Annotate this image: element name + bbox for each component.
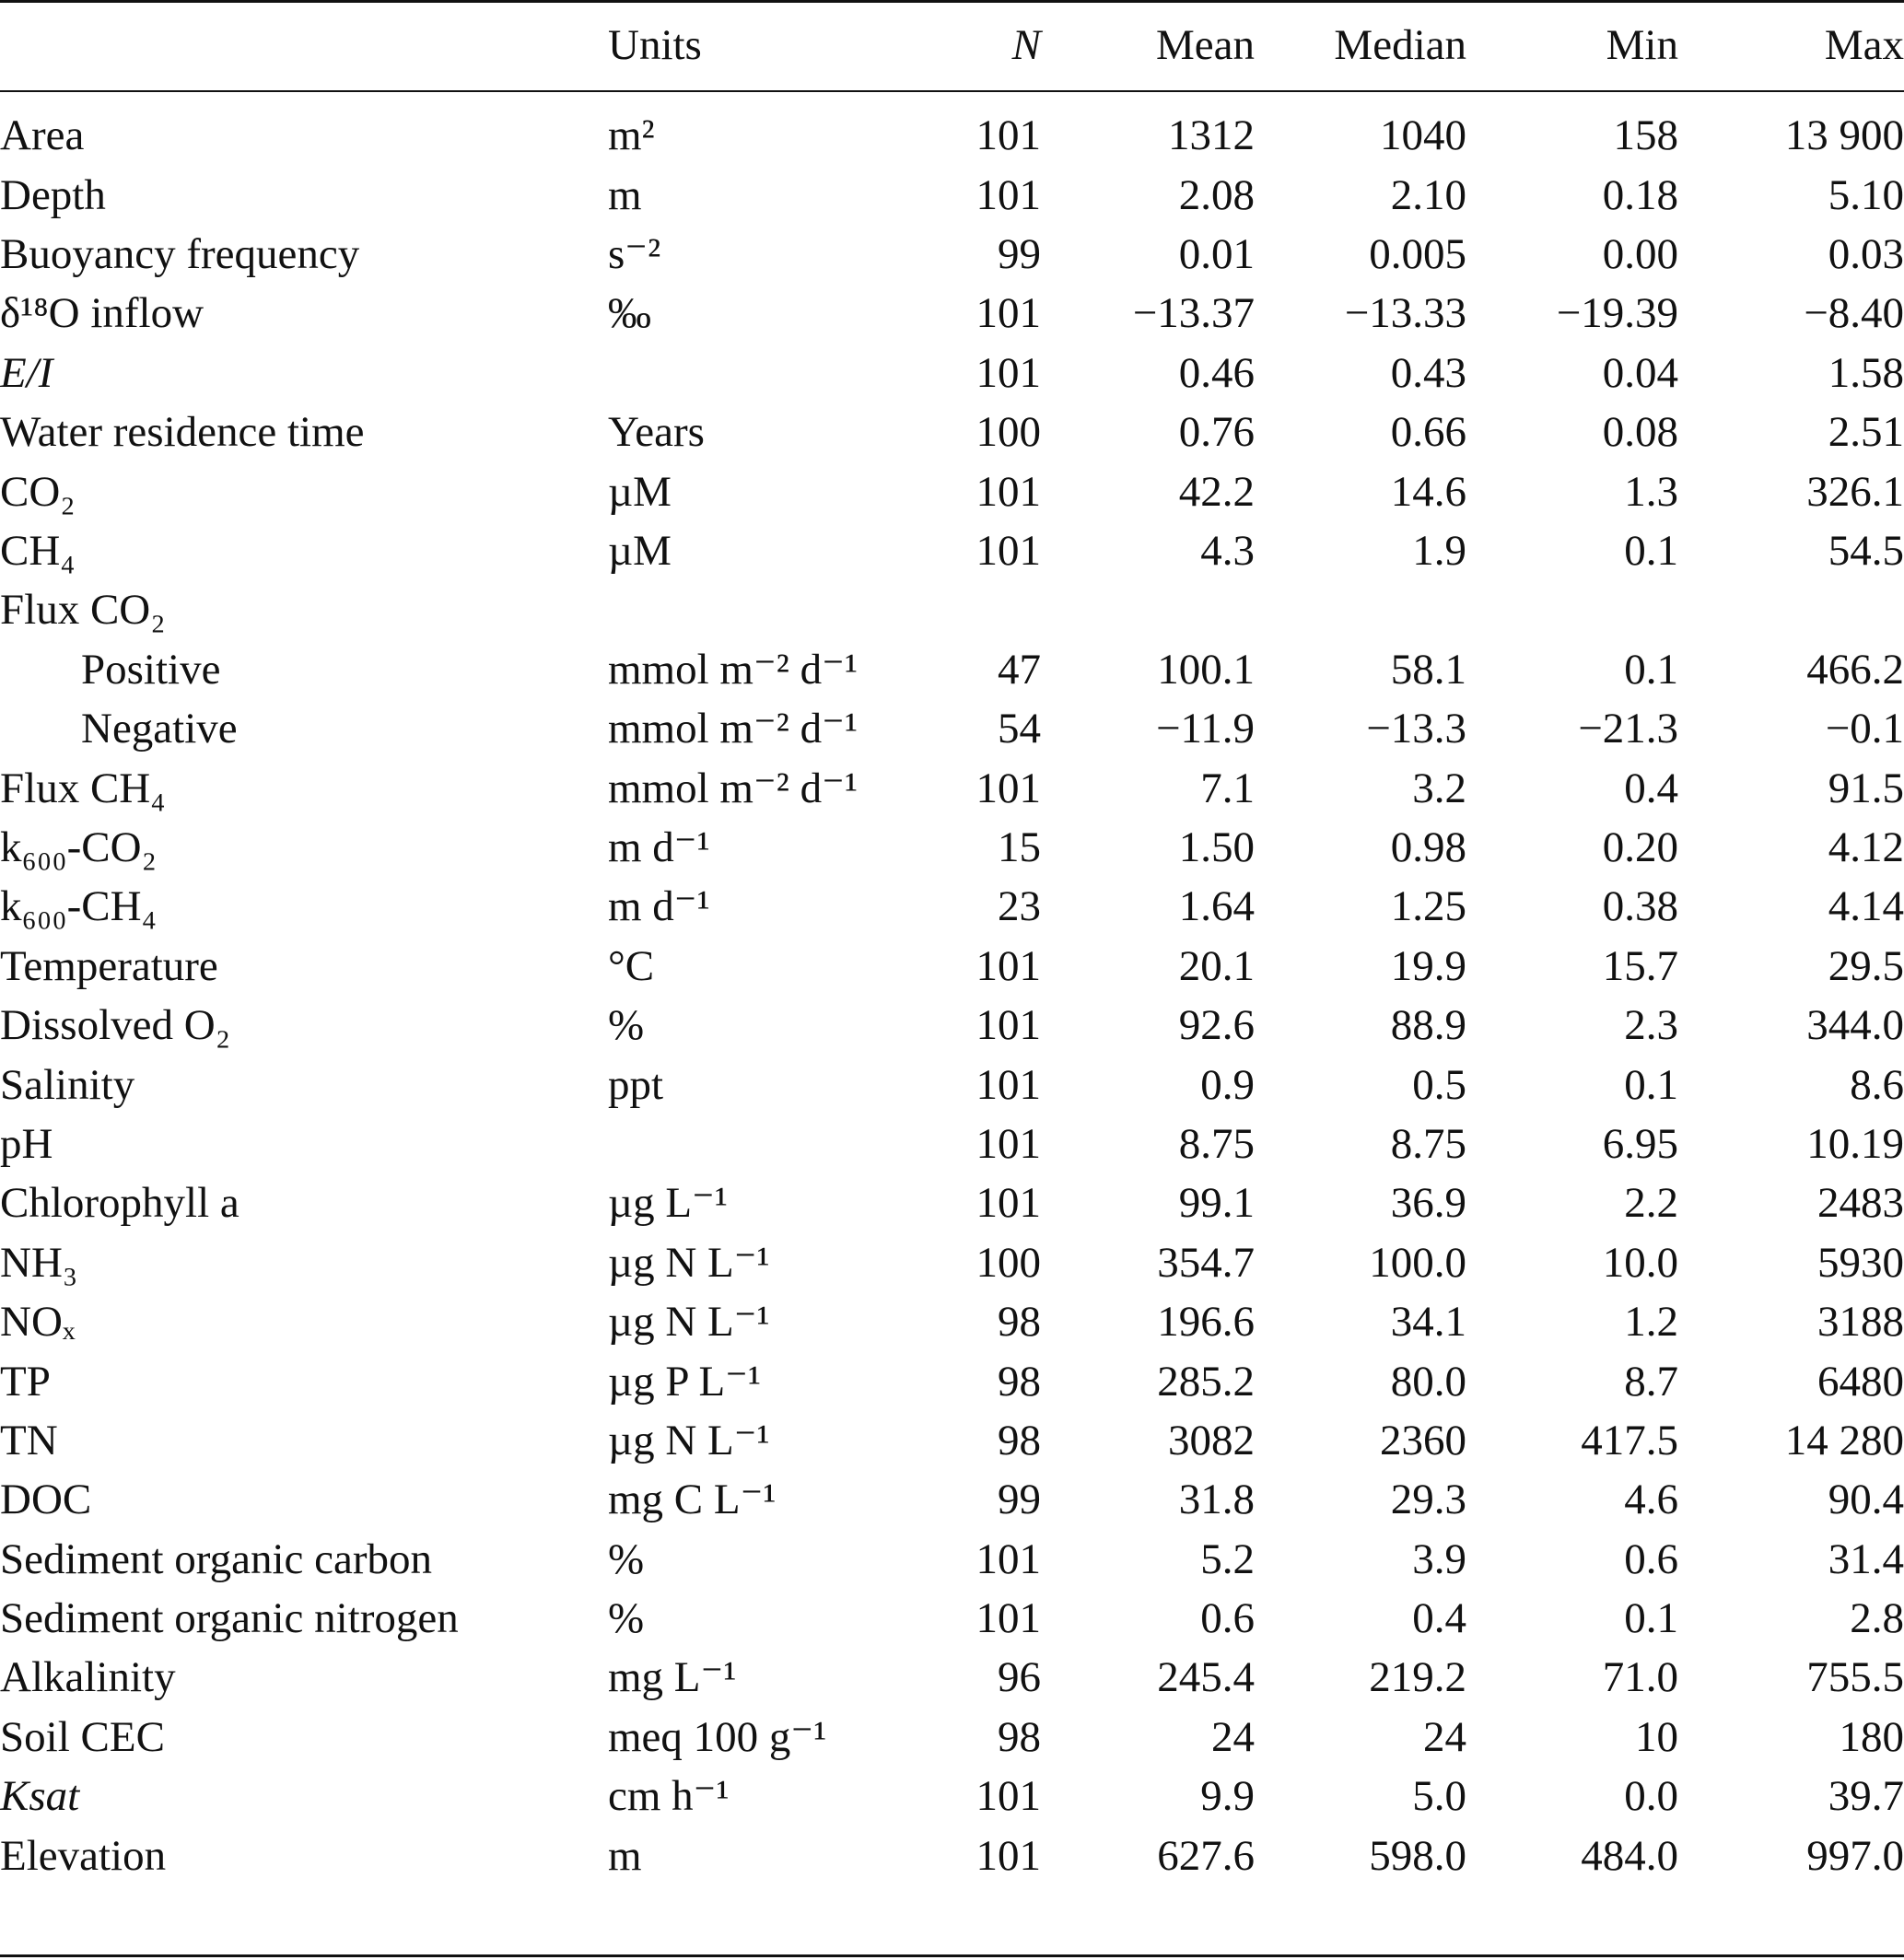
cell-n: 99 <box>998 230 1041 279</box>
cell-units <box>608 344 930 402</box>
cell-variable: Buoyancy frequency <box>0 230 360 279</box>
cell-median: 19.9 <box>1390 941 1466 990</box>
table-row <box>0 1589 1904 1648</box>
cell-n: 101 <box>975 348 1041 397</box>
cell-min: 71.0 <box>1602 1653 1678 1702</box>
cell-units: µM <box>608 467 672 516</box>
cell-max: 5.10 <box>1828 170 1904 219</box>
cell-median: 1040 <box>1380 111 1466 159</box>
header-units: Units <box>608 20 702 69</box>
cell-max: 31.4 <box>1828 1534 1904 1583</box>
cell-units: µg P L⁻¹ <box>608 1357 762 1406</box>
cell-mean: 8.75 <box>1178 1119 1255 1168</box>
cell-median: 0.5 <box>1412 1060 1466 1109</box>
cell-min: 6.95 <box>1602 1119 1678 1168</box>
table-body <box>0 90 1904 1885</box>
header-max: Max <box>1824 20 1904 69</box>
cell-median: 3.2 <box>1412 764 1466 812</box>
cell-median: 598.0 <box>1369 1831 1466 1880</box>
cell-n: 101 <box>975 1831 1041 1880</box>
cell-min: 0.1 <box>1624 1594 1678 1643</box>
cell-max: 6480 <box>1817 1357 1904 1406</box>
cell-mean: 1.50 <box>1178 822 1255 871</box>
cell-units <box>608 1114 930 1173</box>
cell-median: 29.3 <box>1390 1476 1466 1524</box>
cell-mean: 285.2 <box>1157 1357 1255 1406</box>
table-row <box>0 996 1904 1055</box>
cell-max: 344.0 <box>1806 1001 1904 1050</box>
cell-max: 466.2 <box>1806 645 1904 694</box>
cell-median: 219.2 <box>1369 1653 1466 1702</box>
cell-variable: k₆₀₀-CH₄ <box>0 882 157 931</box>
table-row <box>0 166 1904 225</box>
cell-n: 101 <box>975 1534 1041 1583</box>
cell-mean: 1.64 <box>1178 882 1255 931</box>
cell-median: 0.43 <box>1390 348 1466 397</box>
cell-variable: Area <box>0 111 85 159</box>
cell-n: 101 <box>975 170 1041 219</box>
cell-n: 101 <box>975 1001 1041 1050</box>
cell-min: 1.3 <box>1624 467 1678 516</box>
cell-variable: δ¹⁸O inflow <box>0 289 204 338</box>
cell-units: m <box>608 170 642 219</box>
cell-min: −19.39 <box>1556 289 1678 338</box>
cell-variable: DOC <box>0 1476 92 1524</box>
cell-median: 0.98 <box>1390 822 1466 871</box>
cell-variable: Chlorophyll a <box>0 1179 239 1228</box>
cell-n <box>930 581 1041 640</box>
cell-min: 2.2 <box>1624 1179 1678 1228</box>
cell-variable: Water residence time <box>0 408 365 457</box>
cell-mean: 627.6 <box>1157 1831 1255 1880</box>
table-row <box>0 818 1904 877</box>
cell-max: 997.0 <box>1806 1831 1904 1880</box>
table-row <box>0 1233 1904 1292</box>
cell-min: 15.7 <box>1602 941 1678 990</box>
table-row <box>0 344 1904 402</box>
cell-max: 2.8 <box>1850 1594 1904 1643</box>
cell-units: ppt <box>608 1060 664 1109</box>
cell-units: µg N L⁻¹ <box>608 1298 770 1347</box>
cell-min: 484.0 <box>1581 1831 1678 1880</box>
cell-mean: 92.6 <box>1178 1001 1255 1050</box>
cell-median: 3.9 <box>1412 1534 1466 1583</box>
cell-max: −8.40 <box>1804 289 1904 338</box>
cell-min: 0.38 <box>1602 882 1678 931</box>
cell-variable: CH₄ <box>0 527 76 576</box>
cell-n: 100 <box>975 408 1041 457</box>
cell-mean: 100.1 <box>1157 645 1255 694</box>
cell-variable: Flux CO₂ <box>0 586 166 635</box>
cell-min: 1.2 <box>1624 1298 1678 1347</box>
cell-median: −13.33 <box>1344 289 1466 338</box>
cell-n: 98 <box>998 1712 1041 1761</box>
header-n: N <box>1011 20 1041 69</box>
cell-median: 2360 <box>1380 1416 1466 1464</box>
cell-median: 0.005 <box>1369 230 1466 279</box>
table-row <box>0 1708 1904 1767</box>
cell-n: 101 <box>975 1594 1041 1643</box>
cell-variable: Soil CEC <box>0 1712 165 1761</box>
cell-units <box>608 581 930 640</box>
cell-variable: E/I <box>0 348 53 397</box>
cell-variable: CO₂ <box>0 467 76 516</box>
cell-median: 100.0 <box>1369 1238 1466 1287</box>
cell-units: µg L⁻¹ <box>608 1179 728 1228</box>
cell-min: 0.0 <box>1624 1772 1678 1821</box>
table-row <box>0 1411 1904 1470</box>
cell-units: mg L⁻¹ <box>608 1653 737 1702</box>
cell-mean: 2.08 <box>1178 170 1255 219</box>
cell-variable: Positive <box>81 645 221 694</box>
cell-units: s⁻² <box>608 230 661 279</box>
cell-median: 24 <box>1423 1712 1466 1761</box>
cell-min <box>1466 581 1678 640</box>
cell-median: 5.0 <box>1412 1772 1466 1821</box>
cell-variable: NOₓ <box>0 1298 76 1347</box>
cell-mean: 196.6 <box>1157 1298 1255 1347</box>
cell-units: meq 100 g⁻¹ <box>608 1712 827 1761</box>
header-min: Min <box>1606 20 1678 69</box>
cell-mean: 3082 <box>1168 1416 1255 1464</box>
cell-units: mmol m⁻² d⁻¹ <box>608 705 859 753</box>
cell-min: 2.3 <box>1624 1001 1678 1050</box>
cell-mean: 4.3 <box>1200 527 1255 576</box>
cell-units: mmol m⁻² d⁻¹ <box>608 645 859 694</box>
cell-mean: 9.9 <box>1200 1772 1255 1821</box>
cell-mean: −13.37 <box>1132 289 1255 338</box>
cell-variable: Sediment organic carbon <box>0 1534 432 1583</box>
cell-variable: Alkalinity <box>0 1653 176 1702</box>
cell-n: 101 <box>975 1179 1041 1228</box>
table-row <box>0 225 1904 284</box>
cell-n: 15 <box>998 822 1041 871</box>
cell-min: −21.3 <box>1578 705 1678 753</box>
cell-median: 0.66 <box>1390 408 1466 457</box>
table-row <box>0 90 1904 166</box>
cell-max: 8.6 <box>1850 1060 1904 1109</box>
cell-min: 0.1 <box>1624 1060 1678 1109</box>
cell-min: 4.6 <box>1624 1476 1678 1524</box>
cell-max: 755.5 <box>1806 1653 1904 1702</box>
table-row <box>0 581 1904 640</box>
cell-min: 8.7 <box>1624 1357 1678 1406</box>
cell-variable: Salinity <box>0 1060 135 1109</box>
cell-max: 4.12 <box>1828 822 1904 871</box>
cell-units: cm h⁻¹ <box>608 1772 730 1821</box>
cell-min: 0.18 <box>1602 170 1678 219</box>
cell-variable: Sediment organic nitrogen <box>0 1594 459 1643</box>
cell-variable: TP <box>0 1357 51 1406</box>
cell-units: mmol m⁻² d⁻¹ <box>608 764 859 812</box>
table-row <box>0 285 1904 344</box>
cell-min: 0.20 <box>1602 822 1678 871</box>
cell-n: 101 <box>975 1119 1041 1168</box>
cell-variable: Negative <box>81 705 238 753</box>
table-row <box>0 640 1904 699</box>
table-row <box>0 1056 1904 1114</box>
cell-units: °C <box>608 941 655 990</box>
cell-median: −13.3 <box>1366 705 1466 753</box>
bottom-rule <box>0 1954 1904 1957</box>
cell-max <box>1678 581 1904 640</box>
table-row <box>0 1114 1904 1173</box>
cell-units: % <box>608 1594 645 1643</box>
cell-variable: TN <box>0 1416 58 1464</box>
cell-n: 47 <box>998 645 1041 694</box>
table-row <box>0 1471 1904 1530</box>
cell-median: 8.75 <box>1390 1119 1466 1168</box>
cell-mean: 20.1 <box>1178 941 1255 990</box>
cell-units: m d⁻¹ <box>608 882 710 931</box>
cell-n: 101 <box>975 289 1041 338</box>
cell-max: 13 900 <box>1784 111 1904 159</box>
cell-max: 1.58 <box>1828 348 1904 397</box>
cell-n: 23 <box>998 882 1041 931</box>
cell-mean: −11.9 <box>1155 705 1255 753</box>
cell-min: 0.6 <box>1624 1534 1678 1583</box>
cell-variable: Flux CH₄ <box>0 764 166 812</box>
cell-n: 101 <box>975 764 1041 812</box>
cell-variable: Dissolved O₂ <box>0 1001 231 1050</box>
cell-median: 0.4 <box>1412 1594 1466 1643</box>
cell-variable: k₆₀₀-CO₂ <box>0 822 157 871</box>
cell-max: 3188 <box>1817 1298 1904 1347</box>
cell-max: 0.03 <box>1828 230 1904 279</box>
cell-mean: 7.1 <box>1200 764 1255 812</box>
cell-n: 54 <box>998 705 1041 753</box>
cell-mean: 42.2 <box>1178 467 1255 516</box>
table-row <box>0 1174 1904 1233</box>
table-row <box>0 1292 1904 1351</box>
cell-min: 0.1 <box>1624 645 1678 694</box>
cell-units: m d⁻¹ <box>608 822 710 871</box>
cell-median: 88.9 <box>1390 1001 1466 1050</box>
cell-median: 14.6 <box>1390 467 1466 516</box>
cell-n: 101 <box>975 1060 1041 1109</box>
table-row <box>0 759 1904 818</box>
cell-units: µg N L⁻¹ <box>608 1416 770 1464</box>
cell-units: % <box>608 1001 645 1050</box>
cell-median: 1.25 <box>1390 882 1466 931</box>
cell-max: 5930 <box>1817 1238 1904 1287</box>
cell-mean <box>1041 581 1255 640</box>
cell-variable: Elevation <box>0 1831 167 1880</box>
table-row <box>0 521 1904 580</box>
cell-max: 14 280 <box>1784 1416 1904 1464</box>
cell-median: 1.9 <box>1412 527 1466 576</box>
cell-mean: 0.46 <box>1178 348 1255 397</box>
cell-mean: 0.01 <box>1178 230 1255 279</box>
header-median: Median <box>1334 20 1466 69</box>
cell-max: 90.4 <box>1828 1476 1904 1524</box>
cell-units: Years <box>608 408 705 457</box>
table-row <box>0 1768 1904 1826</box>
table-row <box>0 462 1904 521</box>
cell-median: 34.1 <box>1390 1298 1466 1347</box>
cell-n: 101 <box>975 941 1041 990</box>
cell-n: 101 <box>975 111 1041 159</box>
cell-median <box>1255 581 1466 640</box>
cell-mean: 0.6 <box>1200 1594 1255 1643</box>
cell-mean: 0.9 <box>1200 1060 1255 1109</box>
cell-units: µM <box>608 527 672 576</box>
cell-median: 36.9 <box>1390 1179 1466 1228</box>
cell-median: 58.1 <box>1390 645 1466 694</box>
cell-max: 2.51 <box>1828 408 1904 457</box>
cell-min: 417.5 <box>1581 1416 1678 1464</box>
cell-n: 98 <box>998 1298 1041 1347</box>
cell-min: 0.04 <box>1602 348 1678 397</box>
header-mean: Mean <box>1155 20 1255 69</box>
cell-variable: NH₃ <box>0 1238 78 1287</box>
cell-units: mg C L⁻¹ <box>608 1476 777 1524</box>
cell-min: 0.08 <box>1602 408 1678 457</box>
cell-mean: 5.2 <box>1200 1534 1255 1583</box>
cell-min: 0.4 <box>1624 764 1678 812</box>
cell-mean: 24 <box>1211 1712 1255 1761</box>
cell-max: 4.14 <box>1828 882 1904 931</box>
cell-n: 99 <box>998 1476 1041 1524</box>
cell-n: 101 <box>975 1772 1041 1821</box>
table-row <box>0 700 1904 759</box>
cell-max: 10.19 <box>1806 1119 1904 1168</box>
cell-max: 2483 <box>1817 1179 1904 1228</box>
cell-n: 100 <box>975 1238 1041 1287</box>
cell-min: 10 <box>1635 1712 1678 1761</box>
cell-units: % <box>608 1534 645 1583</box>
cell-max: 326.1 <box>1806 467 1904 516</box>
header-variable <box>0 0 608 90</box>
table-row <box>0 403 1904 462</box>
table-row <box>0 1530 1904 1589</box>
cell-n: 98 <box>998 1357 1041 1406</box>
cell-min: 158 <box>1613 111 1678 159</box>
cell-mean: 0.76 <box>1178 408 1255 457</box>
cell-units: m² <box>608 111 655 159</box>
table-row <box>0 937 1904 996</box>
cell-max: 54.5 <box>1828 527 1904 576</box>
cell-n: 101 <box>975 467 1041 516</box>
cell-n: 96 <box>998 1653 1041 1702</box>
table-row <box>0 1352 1904 1411</box>
cell-units: m <box>608 1831 642 1880</box>
table-header-row <box>0 0 1904 90</box>
cell-mean: 99.1 <box>1178 1179 1255 1228</box>
cell-min: 10.0 <box>1602 1238 1678 1287</box>
cell-units: µg N L⁻¹ <box>608 1238 770 1287</box>
cell-units: ‰ <box>608 289 651 338</box>
cell-median: 2.10 <box>1390 170 1466 219</box>
cell-median: 80.0 <box>1390 1357 1466 1406</box>
cell-max: 91.5 <box>1828 764 1904 812</box>
cell-min: 0.1 <box>1624 527 1678 576</box>
table-row <box>0 878 1904 937</box>
cell-max: 180 <box>1839 1712 1904 1761</box>
cell-variable: Ksat <box>0 1772 80 1821</box>
cell-max: −0.1 <box>1825 705 1904 753</box>
cell-n: 101 <box>975 527 1041 576</box>
table-row <box>0 1649 1904 1708</box>
cell-mean: 354.7 <box>1157 1238 1255 1287</box>
cell-variable: pH <box>0 1119 53 1168</box>
cell-max: 39.7 <box>1828 1772 1904 1821</box>
cell-mean: 31.8 <box>1178 1476 1255 1524</box>
cell-mean: 1312 <box>1168 111 1255 159</box>
cell-variable: Depth <box>0 170 106 219</box>
cell-variable: Temperature <box>0 941 218 990</box>
cell-min: 0.00 <box>1602 230 1678 279</box>
table-row <box>0 1826 1904 1885</box>
cell-mean: 245.4 <box>1157 1653 1255 1702</box>
cell-max: 29.5 <box>1828 941 1904 990</box>
cell-n: 98 <box>998 1416 1041 1464</box>
